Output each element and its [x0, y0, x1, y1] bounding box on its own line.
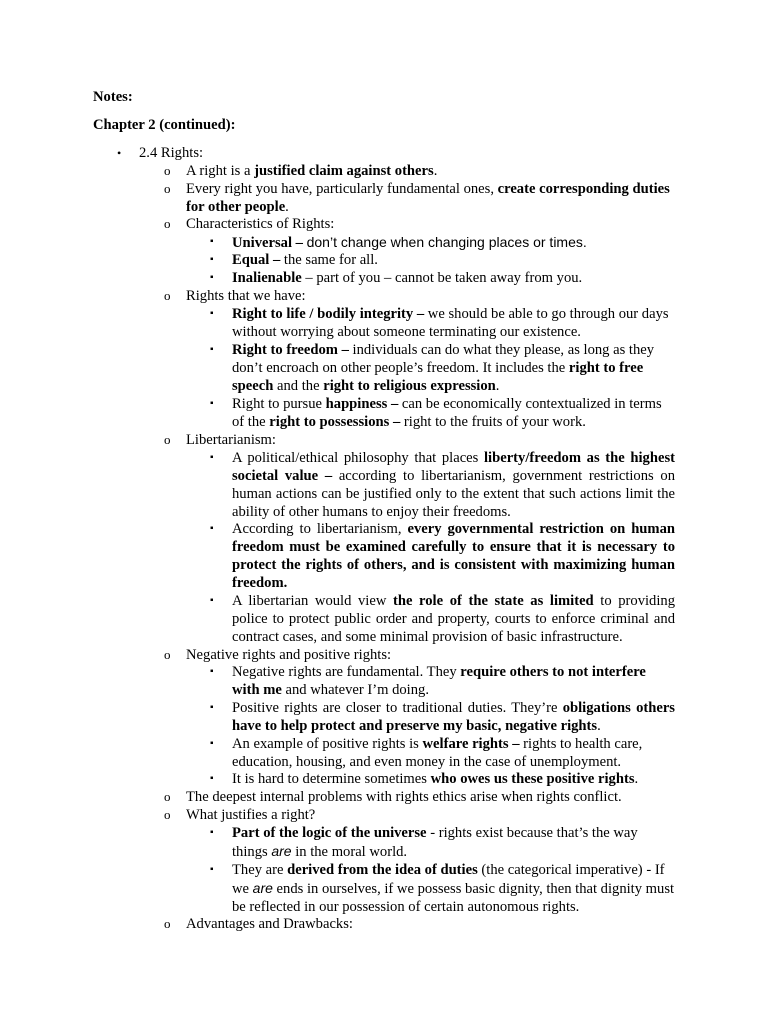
- square-marker: ▪: [210, 272, 214, 283]
- circle-marker: o: [164, 432, 171, 447]
- sub-list-item-text: It is hard to determine sometimes who owes us these positive rights.: [232, 771, 639, 787]
- list-item-text: The deepest internal problems with rights ethics arise when rights conflict.: [186, 789, 622, 805]
- list-item-text: Characteristics of Rights:: [186, 216, 335, 232]
- circle-marker: o: [164, 163, 171, 178]
- sub-list-item-text: A libertarian would view the role of the state as limited to providing police to protect public order and property, courts to enforce criminal and contract cases, and some minimal provision of basic infrastructure.: [232, 593, 675, 645]
- square-marker: ▪: [210, 595, 214, 606]
- section-title: 2.4 Rights:: [139, 145, 204, 161]
- sub-list-item-text: Part of the logic of the universe - rights exist because that’s the way things are in the moral world.: [232, 825, 638, 860]
- sub-list-item-text: Equal – the same for all.: [232, 252, 378, 268]
- circle-marker: o: [164, 288, 171, 303]
- sub-list-item-text: Positive rights are closer to traditional duties. They’re obligations others have to help protect and preserve my basic, negative rights.: [232, 700, 675, 734]
- square-marker: ▪: [210, 864, 214, 875]
- square-marker: ▪: [210, 702, 214, 713]
- sub-list-item-text: According to libertarianism, every governmental restriction on human freedom must be examined carefully to ensure that it is necessary to protect the rights of others, and is consistent with maximizing human freedom.: [232, 521, 675, 591]
- sub-list-item-text: Right to freedom – individuals can do what they please, as long as they don’t encroach on other people’s freedom. It includes the right to free speech and the right to religious expression.: [232, 342, 655, 394]
- sub-list-item-text: Negative rights are fundamental. They require others to not interfere with me and whatever I’m doing.: [232, 664, 646, 698]
- square-marker: ▪: [210, 398, 214, 409]
- circle-marker: o: [164, 807, 171, 822]
- square-marker: ▪: [210, 452, 214, 463]
- square-marker: ▪: [210, 666, 214, 677]
- square-marker: ▪: [210, 254, 214, 265]
- square-marker: ▪: [210, 738, 214, 749]
- circle-marker: o: [164, 181, 171, 196]
- sub-list-item-text: Right to life / bodily integrity – we should be able to go through our days without worrying about someone terminating our existence.: [232, 306, 669, 340]
- bullet-marker: •: [117, 146, 122, 160]
- square-marker: ▪: [210, 523, 214, 534]
- sub-list-item-text: Right to pursue happiness – can be economically contextualized in terms of the right to possessions – right to the fruits of your work.: [232, 396, 662, 430]
- square-marker: ▪: [210, 827, 214, 838]
- notes-heading: Notes:: [93, 89, 133, 105]
- sub-list-item-text: They are derived from the idea of duties (the categorical imperative) - If we are ends in ourselves, if we possess basic dignity, then that dignity must be reflected in our possession of certain autonomous rights.: [232, 862, 675, 915]
- list-item-text: Negative rights and positive rights:: [186, 647, 392, 663]
- circle-marker: o: [164, 789, 171, 804]
- list-item-text: Libertarianism:: [186, 432, 276, 448]
- square-marker: ▪: [210, 308, 214, 319]
- list-item-text: A right is a justified claim against others.: [186, 163, 438, 179]
- circle-marker: o: [164, 216, 171, 231]
- square-marker: ▪: [210, 344, 214, 355]
- list-item-text: Every right you have, particularly fundamental ones, create corresponding duties for other people.: [186, 181, 670, 215]
- square-marker: ▪: [210, 236, 214, 247]
- circle-marker: o: [164, 916, 171, 931]
- sub-list-item-text: Inalienable – part of you – cannot be taken away from you.: [232, 270, 583, 286]
- circle-marker: o: [164, 647, 171, 662]
- list-item-text: Advantages and Drawbacks:: [186, 916, 353, 932]
- chapter-heading: Chapter 2 (continued):: [93, 117, 236, 133]
- square-marker: ▪: [210, 773, 214, 784]
- sub-list-item-text: Universal – don’t change when changing places or times.: [232, 234, 587, 251]
- list-item-text: What justifies a right?: [186, 807, 316, 823]
- list-item-text: Rights that we have:: [186, 288, 306, 304]
- sub-list-item-text: An example of positive rights is welfare rights – rights to health care, education, housing, and even money in the case of unemployment.: [232, 736, 643, 770]
- sub-list-item-text: A political/ethical philosophy that places liberty/freedom as the highest societal value – according to libertarianism, government restrictions on human actions can be justified only to the extent that such actions limit the ability of other humans to enjoy their freedoms.: [232, 450, 675, 520]
